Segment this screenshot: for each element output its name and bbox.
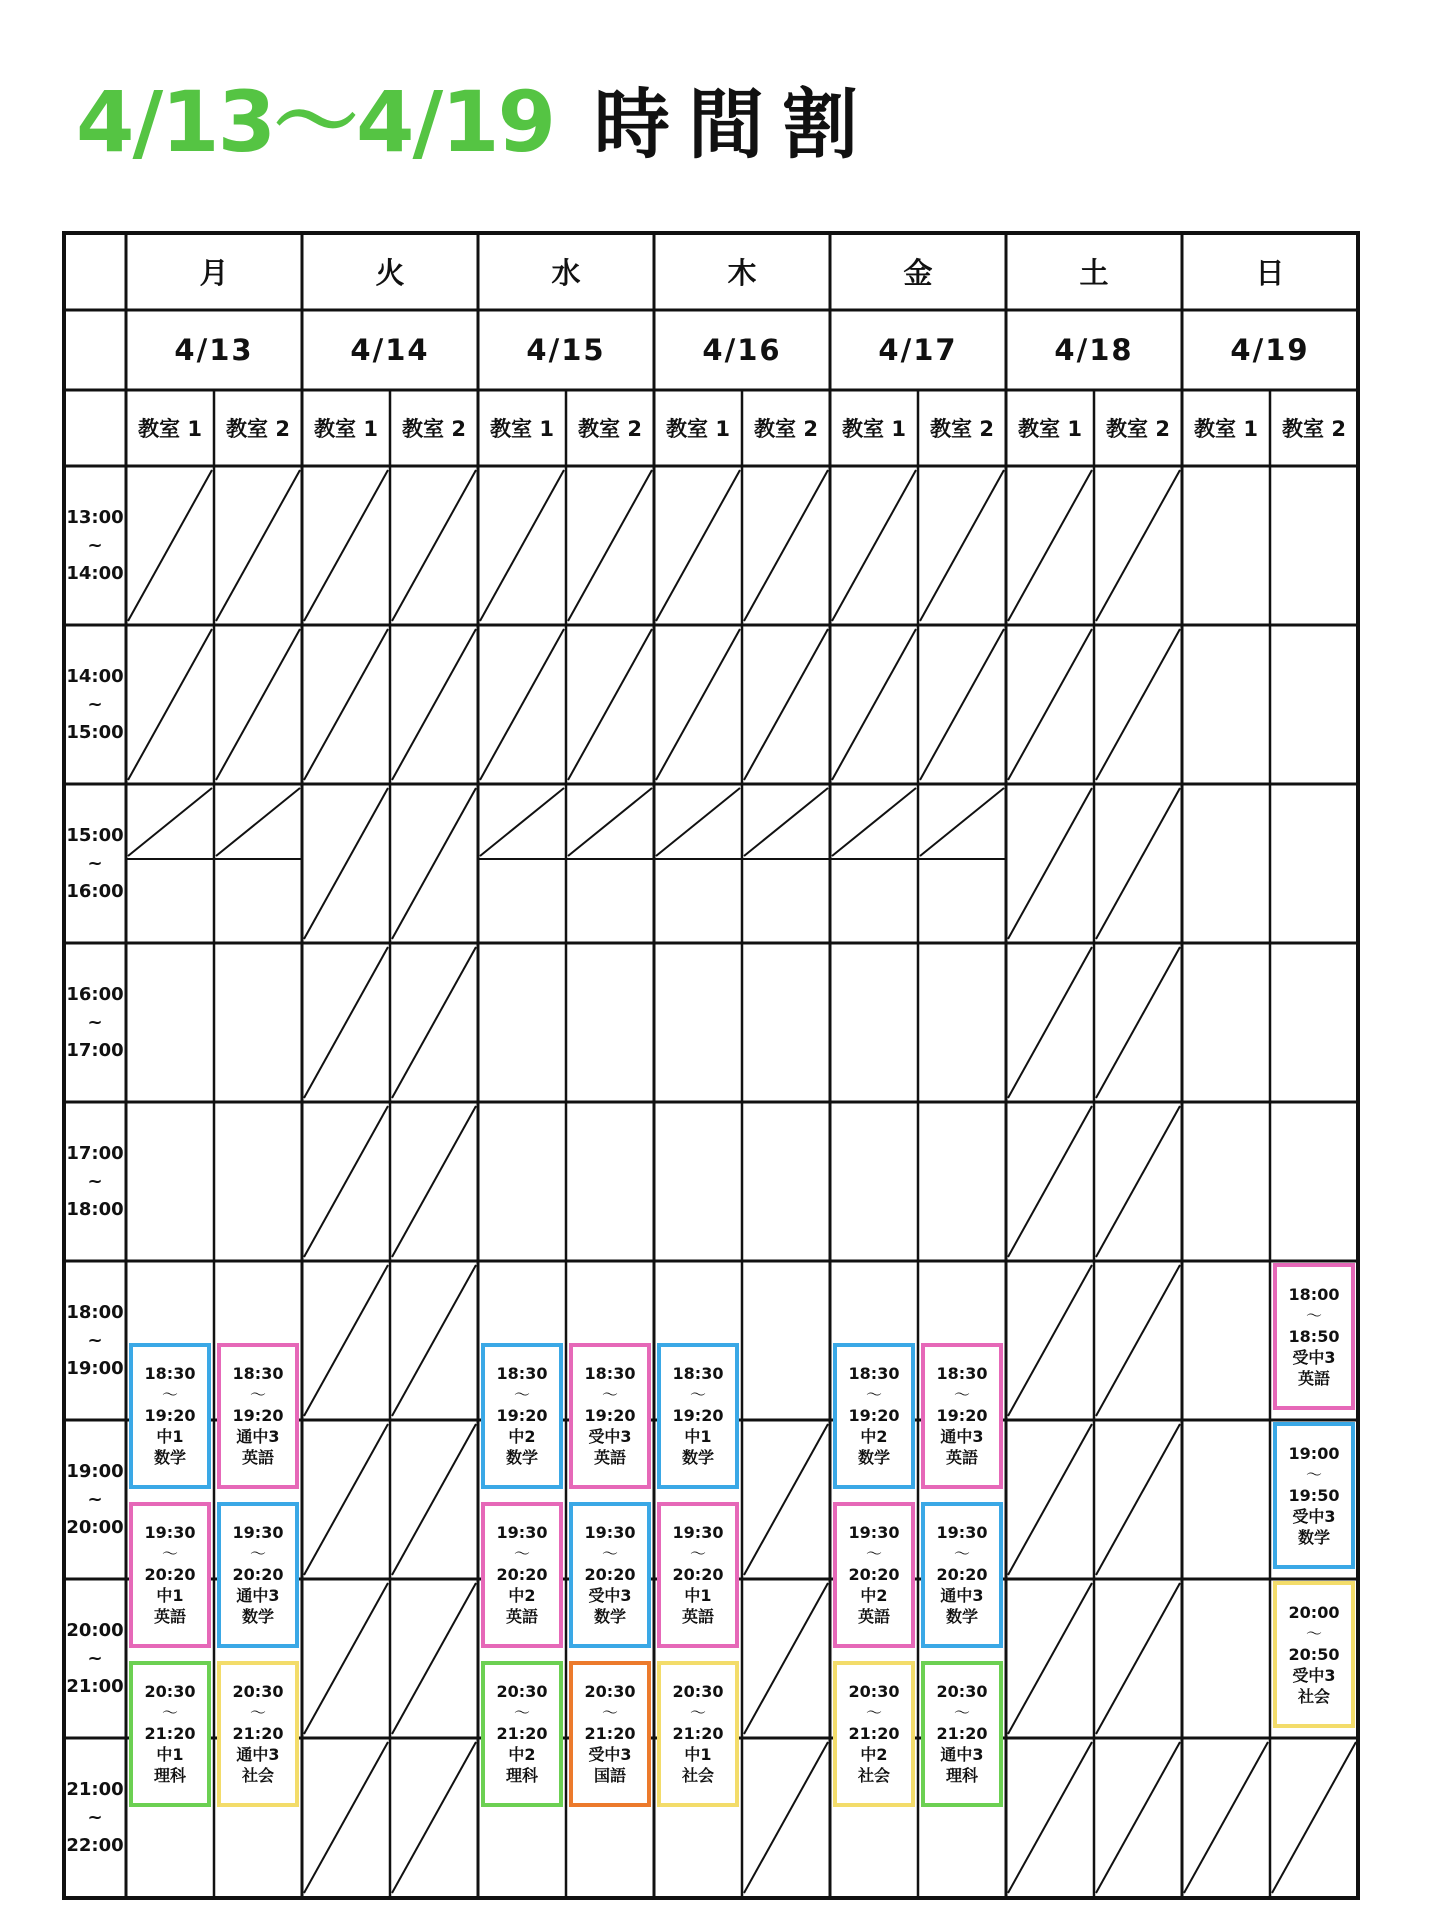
class-sep: 〜: [601, 1385, 618, 1405]
class-grade: 通中3: [940, 1427, 984, 1447]
time-sep: ~: [87, 1488, 103, 1510]
class-end: 21:20: [496, 1724, 548, 1744]
unavailable-slash: [920, 470, 1004, 621]
class-subject: 数学: [153, 1448, 186, 1468]
class-start: 18:30: [672, 1364, 724, 1384]
unavailable-slash: [1096, 1424, 1180, 1575]
class-block[interactable]: [481, 1502, 563, 1649]
class-block[interactable]: [129, 1343, 211, 1490]
unavailable-slash: [1096, 1742, 1180, 1893]
date-header: 4/19: [1230, 333, 1310, 367]
class-subject: 英語: [153, 1607, 186, 1627]
unavailable-slash: [392, 1583, 476, 1734]
class-subject: 社会: [241, 1766, 274, 1786]
unavailable-slash: [744, 1424, 828, 1575]
time-slot-label: [64, 784, 126, 943]
class-end: 21:20: [936, 1724, 988, 1744]
time-slot-label: [64, 466, 126, 625]
class-start: 20:00: [1288, 1602, 1340, 1622]
class-grade: 受中3: [588, 1427, 632, 1447]
class-end: 19:20: [672, 1406, 724, 1426]
time-sep: ~: [87, 1647, 103, 1669]
class-sep: 〜: [689, 1703, 706, 1723]
time-start: 20:00: [66, 1619, 124, 1641]
unavailable-slash: [1096, 629, 1180, 780]
class-sep: 〜: [513, 1385, 530, 1405]
unavailable-slash: [744, 1742, 828, 1893]
unavailable-slash: [304, 788, 388, 939]
time-end: 21:00: [66, 1675, 124, 1697]
class-grade: 通中3: [236, 1745, 280, 1765]
date-header: 4/18: [1054, 333, 1134, 367]
class-end: 21:20: [672, 1724, 724, 1744]
class-subject: 数学: [241, 1607, 274, 1627]
date-header: 4/13: [174, 333, 254, 367]
class-end: 19:20: [936, 1406, 988, 1426]
grid-frame: [64, 233, 1358, 1898]
class-grade: 中2: [860, 1745, 888, 1765]
date-header: 4/15: [526, 333, 606, 367]
time-sep: ~: [87, 693, 103, 715]
class-sep: 〜: [865, 1703, 882, 1723]
class-start: 19:00: [1288, 1443, 1340, 1463]
class-end: 20:20: [496, 1565, 548, 1585]
class-end: 20:20: [672, 1565, 724, 1585]
class-grade: 中2: [508, 1586, 536, 1606]
class-end: 19:20: [584, 1406, 636, 1426]
unavailable-slash: [480, 629, 564, 780]
time-end: 14:00: [66, 562, 124, 584]
class-block[interactable]: [921, 1343, 1003, 1490]
class-sep: 〜: [601, 1703, 618, 1723]
class-start: 20:30: [144, 1682, 196, 1702]
class-start: 19:30: [584, 1523, 636, 1543]
unavailable-slash: [1272, 1742, 1356, 1893]
time-slot-label: [64, 1261, 126, 1420]
day-header: 火: [375, 256, 405, 290]
time-slot-label: [64, 1579, 126, 1738]
class-start: 18:00: [1288, 1284, 1340, 1304]
class-grade: 中1: [684, 1586, 712, 1606]
unavailable-slash: [568, 629, 652, 780]
class-start: 20:30: [232, 1682, 284, 1702]
time-start: 14:00: [66, 665, 124, 687]
class-start: 19:30: [496, 1523, 548, 1543]
unavailable-slash: [744, 629, 828, 780]
time-start: 19:00: [66, 1460, 124, 1482]
class-block[interactable]: [569, 1661, 651, 1808]
unavailable-slash: [392, 788, 476, 939]
class-end: 19:20: [232, 1406, 284, 1426]
unavailable-slash: [1008, 788, 1092, 939]
class-grade: 受中3: [1292, 1665, 1336, 1685]
time-end: 15:00: [66, 721, 124, 743]
class-subject: 理科: [505, 1766, 538, 1786]
time-start: 15:00: [66, 824, 124, 846]
class-block[interactable]: [1273, 1581, 1355, 1728]
class-sep: 〜: [1305, 1464, 1322, 1484]
unavailable-slash: [568, 470, 652, 621]
unavailable-slash: [304, 1106, 388, 1257]
unavailable-slash: [392, 629, 476, 780]
class-sep: 〜: [1305, 1305, 1322, 1325]
class-subject: 数学: [1297, 1527, 1330, 1547]
class-grade: 通中3: [940, 1745, 984, 1765]
class-sep: 〜: [1305, 1623, 1322, 1643]
class-grade: 通中3: [236, 1427, 280, 1447]
unavailable-slash: [1008, 1742, 1092, 1893]
day-header: 土: [1079, 256, 1109, 290]
class-block[interactable]: [657, 1661, 739, 1808]
unavailable-slash: [392, 947, 476, 1098]
unavailable-slash: [1096, 1583, 1180, 1734]
class-subject: 数学: [505, 1448, 538, 1468]
time-end: 17:00: [66, 1039, 124, 1061]
unavailable-slash: [1096, 788, 1180, 939]
unavailable-slash: [656, 788, 740, 856]
time-sep: ~: [87, 1329, 103, 1351]
class-subject: 英語: [945, 1448, 978, 1468]
unavailable-slash: [304, 470, 388, 621]
class-end: 20:20: [232, 1565, 284, 1585]
class-grade: 中1: [156, 1427, 184, 1447]
class-block[interactable]: [833, 1343, 915, 1490]
unavailable-slash: [1184, 1742, 1268, 1893]
class-sep: 〜: [513, 1703, 530, 1723]
date-header: 4/14: [350, 333, 430, 367]
class-sep: 〜: [249, 1385, 266, 1405]
class-sep: 〜: [161, 1385, 178, 1405]
room-header: 教室 1: [490, 417, 554, 441]
time-start: 21:00: [66, 1778, 124, 1800]
class-end: 20:20: [144, 1565, 196, 1585]
class-block[interactable]: [569, 1502, 651, 1649]
class-sep: 〜: [953, 1385, 970, 1405]
time-slot-label: [64, 1420, 126, 1579]
class-end: 21:20: [848, 1724, 900, 1744]
class-subject: 理科: [945, 1766, 978, 1786]
class-block[interactable]: [217, 1502, 299, 1649]
time-end: 18:00: [66, 1198, 124, 1220]
time-sep: ~: [87, 852, 103, 874]
time-start: 18:00: [66, 1301, 124, 1323]
class-sep: 〜: [953, 1544, 970, 1564]
class-sep: 〜: [161, 1544, 178, 1564]
unavailable-slash: [392, 1265, 476, 1416]
room-header: 教室 1: [314, 417, 378, 441]
class-end: 19:50: [1288, 1485, 1340, 1505]
class-subject: 数学: [593, 1607, 626, 1627]
class-block[interactable]: [657, 1502, 739, 1649]
class-block[interactable]: [569, 1343, 651, 1490]
time-sep: ~: [87, 1011, 103, 1033]
class-subject: 英語: [681, 1607, 714, 1627]
unavailable-slash: [128, 788, 212, 856]
class-sep: 〜: [865, 1544, 882, 1564]
unavailable-slash: [128, 470, 212, 621]
class-sep: 〜: [161, 1703, 178, 1723]
unavailable-slash: [832, 788, 916, 856]
unavailable-slash: [1096, 470, 1180, 621]
unavailable-slash: [656, 470, 740, 621]
class-block[interactable]: [657, 1343, 739, 1490]
class-block[interactable]: [129, 1502, 211, 1649]
class-grade: 中1: [684, 1427, 712, 1447]
room-header: 教室 2: [754, 417, 818, 441]
class-sep: 〜: [249, 1544, 266, 1564]
time-slot-label: [64, 943, 126, 1102]
time-sep: ~: [87, 534, 103, 556]
class-block[interactable]: [921, 1502, 1003, 1649]
class-grade: 受中3: [588, 1745, 632, 1765]
unavailable-slash: [568, 788, 652, 856]
unavailable-slash: [392, 1742, 476, 1893]
class-start: 20:30: [672, 1682, 724, 1702]
unavailable-slash: [832, 629, 916, 780]
room-header: 教室 2: [402, 417, 466, 441]
day-header: 水: [551, 256, 581, 290]
room-header: 教室 2: [930, 417, 994, 441]
unavailable-slash: [392, 1106, 476, 1257]
unavailable-slash: [744, 1583, 828, 1734]
class-block[interactable]: [481, 1661, 563, 1808]
time-sep: ~: [87, 1170, 103, 1192]
class-end: 19:20: [848, 1406, 900, 1426]
class-block[interactable]: [1273, 1422, 1355, 1569]
time-slot-label: [64, 1738, 126, 1897]
unavailable-slash: [304, 1583, 388, 1734]
class-block[interactable]: [833, 1502, 915, 1649]
time-start: 13:00: [66, 506, 124, 528]
class-grade: 通中3: [236, 1586, 280, 1606]
room-header: 教室 1: [1018, 417, 1082, 441]
class-subject: 社会: [857, 1766, 890, 1786]
day-header: 金: [903, 256, 933, 290]
unavailable-slash: [1008, 629, 1092, 780]
class-subject: 理科: [153, 1766, 186, 1786]
day-header: 木: [727, 256, 757, 290]
room-header: 教室 1: [1194, 417, 1258, 441]
class-grade: 中1: [156, 1745, 184, 1765]
class-grade: 中1: [684, 1745, 712, 1765]
unavailable-slash: [304, 629, 388, 780]
unavailable-slash: [1008, 1265, 1092, 1416]
class-grade: 受中3: [1292, 1506, 1336, 1526]
unavailable-slash: [1008, 470, 1092, 621]
time-start: 16:00: [66, 983, 124, 1005]
room-header: 教室 2: [578, 417, 642, 441]
class-end: 20:20: [936, 1565, 988, 1585]
unavailable-slash: [1096, 947, 1180, 1098]
class-start: 18:30: [936, 1364, 988, 1384]
room-header: 教室 2: [1106, 417, 1170, 441]
class-start: 18:30: [496, 1364, 548, 1384]
class-start: 18:30: [232, 1364, 284, 1384]
class-start: 19:30: [672, 1523, 724, 1543]
class-grade: 中2: [508, 1427, 536, 1447]
class-end: 18:50: [1288, 1326, 1340, 1346]
unavailable-slash: [744, 788, 828, 856]
class-start: 20:30: [848, 1682, 900, 1702]
unavailable-slash: [216, 470, 300, 621]
class-subject: 英語: [241, 1448, 274, 1468]
class-grade: 受中3: [1292, 1347, 1336, 1367]
class-subject: 数学: [857, 1448, 890, 1468]
class-subject: 社会: [681, 1766, 714, 1786]
time-end: 19:00: [66, 1357, 124, 1379]
room-header: 教室 1: [138, 417, 202, 441]
unavailable-slash: [304, 947, 388, 1098]
class-start: 18:30: [584, 1364, 636, 1384]
unavailable-slash: [392, 1424, 476, 1575]
unavailable-slash: [832, 470, 916, 621]
class-block[interactable]: [217, 1343, 299, 1490]
class-block[interactable]: [129, 1661, 211, 1808]
class-block[interactable]: [481, 1343, 563, 1490]
class-start: 20:30: [584, 1682, 636, 1702]
date-header: 4/17: [878, 333, 958, 367]
unavailable-slash: [920, 788, 1004, 856]
unavailable-slash: [304, 1424, 388, 1575]
class-subject: 数学: [681, 1448, 714, 1468]
time-end: 20:00: [66, 1516, 124, 1538]
time-slot-label: [64, 1102, 126, 1261]
title-label: 時間割: [594, 80, 877, 169]
class-end: 21:20: [584, 1724, 636, 1744]
class-sep: 〜: [249, 1703, 266, 1723]
time-end: 22:00: [66, 1834, 124, 1856]
unavailable-slash: [392, 470, 476, 621]
class-grade: 通中3: [940, 1586, 984, 1606]
class-subject: 国語: [593, 1766, 626, 1786]
class-end: 21:20: [144, 1724, 196, 1744]
class-subject: 英語: [857, 1607, 890, 1627]
class-start: 19:30: [936, 1523, 988, 1543]
time-slot-label: [64, 625, 126, 784]
unavailable-slash: [656, 629, 740, 780]
class-block[interactable]: [833, 1661, 915, 1808]
unavailable-slash: [216, 788, 300, 856]
unavailable-slash: [304, 1265, 388, 1416]
time-sep: ~: [87, 1806, 103, 1828]
unavailable-slash: [920, 629, 1004, 780]
title-date-range: 4/13〜4/19: [76, 73, 555, 171]
unavailable-slash: [1008, 947, 1092, 1098]
unavailable-slash: [480, 788, 564, 856]
unavailable-slash: [1096, 1106, 1180, 1257]
class-block[interactable]: [921, 1661, 1003, 1808]
class-sep: 〜: [865, 1385, 882, 1405]
room-header: 教室 1: [666, 417, 730, 441]
day-header: 日: [1255, 256, 1285, 290]
unavailable-slash: [480, 470, 564, 621]
unavailable-slash: [1008, 1583, 1092, 1734]
unavailable-slash: [1008, 1424, 1092, 1575]
class-grade: 中2: [860, 1586, 888, 1606]
class-subject: 英語: [1297, 1368, 1330, 1388]
class-end: 20:20: [848, 1565, 900, 1585]
room-header: 教室 2: [1282, 417, 1346, 441]
unavailable-slash: [1096, 1265, 1180, 1416]
unavailable-slash: [304, 1742, 388, 1893]
class-subject: 数学: [945, 1607, 978, 1627]
class-grade: 受中3: [588, 1586, 632, 1606]
class-end: 21:20: [232, 1724, 284, 1744]
unavailable-slash: [744, 470, 828, 621]
room-header: 教室 1: [842, 417, 906, 441]
class-end: 19:20: [496, 1406, 548, 1426]
room-header: 教室 2: [226, 417, 290, 441]
class-grade: 中2: [508, 1745, 536, 1765]
class-end: 20:50: [1288, 1644, 1340, 1664]
class-sep: 〜: [689, 1385, 706, 1405]
class-grade: 中2: [860, 1427, 888, 1447]
class-subject: 英語: [505, 1607, 538, 1627]
time-end: 16:00: [66, 880, 124, 902]
class-subject: 社会: [1297, 1686, 1330, 1706]
class-start: 19:30: [848, 1523, 900, 1543]
class-start: 18:30: [848, 1364, 900, 1384]
class-start: 18:30: [144, 1364, 196, 1384]
class-end: 20:20: [584, 1565, 636, 1585]
class-sep: 〜: [513, 1544, 530, 1564]
class-sep: 〜: [953, 1703, 970, 1723]
time-start: 17:00: [66, 1142, 124, 1164]
class-start: 20:30: [496, 1682, 548, 1702]
class-start: 19:30: [144, 1523, 196, 1543]
day-header: 月: [199, 256, 229, 290]
unavailable-slash: [1008, 1106, 1092, 1257]
class-end: 19:20: [144, 1406, 196, 1426]
unavailable-slash: [216, 629, 300, 780]
class-block[interactable]: [217, 1661, 299, 1808]
date-header: 4/16: [702, 333, 782, 367]
class-sep: 〜: [689, 1544, 706, 1564]
class-grade: 中1: [156, 1586, 184, 1606]
class-start: 20:30: [936, 1682, 988, 1702]
unavailable-slash: [128, 629, 212, 780]
class-block[interactable]: [1273, 1263, 1355, 1410]
class-subject: 英語: [593, 1448, 626, 1468]
class-sep: 〜: [601, 1544, 618, 1564]
class-start: 19:30: [232, 1523, 284, 1543]
